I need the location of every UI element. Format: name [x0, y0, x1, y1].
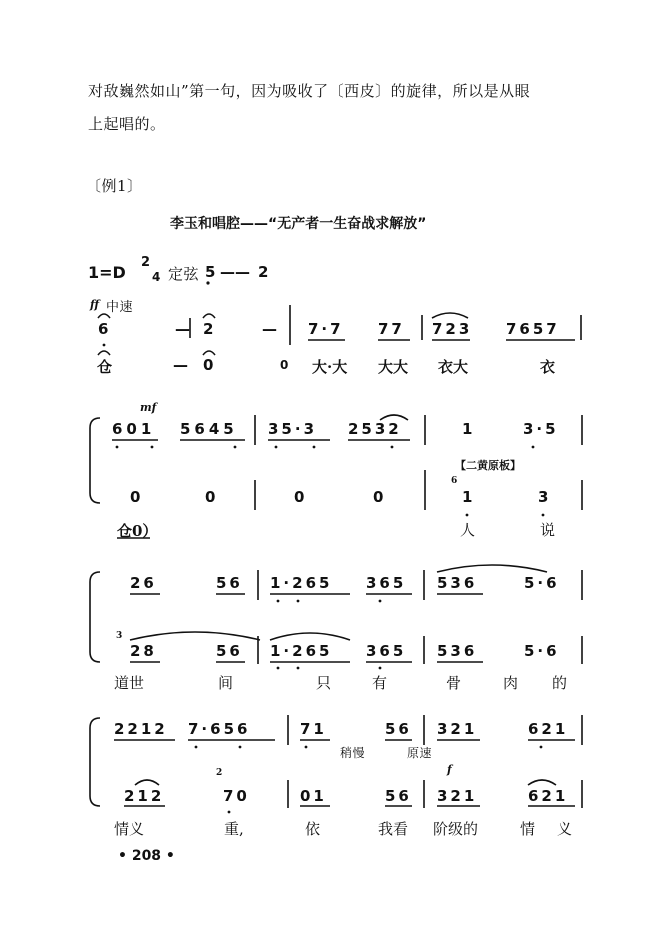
intro-note: — [262, 320, 277, 338]
sys1-lower-note: 0 [205, 488, 216, 506]
sys2-upper-note: 1·265 [270, 574, 333, 592]
lyric: 骨 [446, 674, 462, 692]
sys1-upper-note: 35·3 [268, 420, 318, 438]
tempo-slow-label: 稍慢 [340, 746, 366, 760]
sys2-grace-note: 3 [116, 631, 123, 641]
sys2-upper-note: 26 [130, 574, 157, 592]
perc-syllable: 大·大 [312, 358, 348, 376]
sys2-lower-note: 536 [437, 642, 478, 660]
sys1-perc-end: 仓0） [117, 522, 158, 540]
page-number: • 208 • [118, 848, 175, 864]
perc-syllable: 衣大 [438, 358, 469, 376]
intro-note: — [175, 320, 190, 338]
sys2-lower-note: 365 [366, 642, 407, 660]
sys1-lower-note: 3 [538, 488, 549, 506]
lyric: 义 [557, 820, 573, 838]
tuning-dash: —— [220, 263, 250, 281]
lyric: 的 [552, 674, 568, 692]
intro-note: 723 [432, 320, 473, 338]
lyric: 情义 [114, 820, 145, 838]
dynamic-mf: mf [140, 401, 157, 414]
dynamic-f: f [447, 763, 452, 776]
lyric: 我看 [378, 820, 409, 838]
sys1-upper-note: 5645 [180, 420, 238, 438]
perc-syllable: 大大 [378, 358, 409, 376]
sys3-upper-note: 2212 [114, 720, 168, 738]
sys3-upper-note: 621 [528, 720, 569, 738]
intro-note: 77 [378, 320, 405, 338]
intro-note: 7·7 [308, 320, 344, 338]
banqiang-label: 【二黄原板】 [455, 459, 521, 472]
sys1-grace-note: 6 [451, 476, 458, 486]
sys2-lower-note: 1·265 [270, 642, 333, 660]
sys1-lower-note: 1 [462, 488, 473, 506]
sys3-lower-note: 321 [437, 787, 478, 805]
sys3-upper-note: 7·656 [188, 720, 251, 738]
sys3-lower-note: 621 [528, 787, 569, 805]
example-label: 〔例1〕 [86, 177, 143, 195]
tempo-back-label: 原速 [407, 746, 433, 760]
sys3-upper-note: 71 [300, 720, 327, 738]
intro-note: 6 [98, 320, 109, 338]
lyric: 阶级的 [433, 820, 479, 838]
sys1-lower-note: 0 [373, 488, 384, 506]
sys2-upper-note: 365 [366, 574, 407, 592]
lyric: 人 [460, 521, 476, 539]
lyric: 肉 [503, 674, 519, 692]
lyric: 间 [218, 674, 234, 692]
perc-syllable: — [173, 356, 188, 374]
perc-syllable: 0 [280, 358, 289, 372]
sys2-lower-note: 56 [216, 642, 243, 660]
meter-bottom: 4 [152, 270, 161, 284]
tempo-label: 中速 [106, 300, 134, 315]
sys3-grace-note: 2 [216, 768, 223, 778]
lyric: 只 [316, 674, 332, 692]
tuning-label: 定弦 [168, 265, 200, 283]
sys2-upper-note: 5·6 [524, 574, 560, 592]
dynamic-ff: ff [90, 298, 100, 311]
lyric: 情 [520, 820, 536, 838]
intro-note: 2 [203, 320, 214, 338]
perc-syllable: 仓 [97, 358, 113, 376]
sys2-lower-note: 28 [130, 642, 157, 660]
sys1-upper-note: 3·5 [523, 420, 559, 438]
prose-line-1: 对敌巍然如山”第一句，因为吸收了〔西皮〕的旋律，所以是从眼 [88, 82, 531, 100]
sys1-lower-note: 0 [130, 488, 141, 506]
meter-top: 2 [141, 255, 151, 270]
sys3-upper-note: 56 [385, 720, 412, 738]
lyric: 依 [305, 820, 321, 838]
sys2-lower-note: 5·6 [524, 642, 560, 660]
sys3-upper-note: 321 [437, 720, 478, 738]
intro-note: 7657 [506, 320, 560, 338]
sys3-lower-note: 70 [223, 787, 250, 805]
aria-title: 李玉和唱腔——“无产者一生奋战求解放” [170, 216, 427, 232]
perc-syllable: 0 [203, 356, 214, 374]
sys1-lower-note: 0 [294, 488, 305, 506]
lyric: 道世 [114, 674, 145, 692]
sys1-upper-note: 2532 [348, 420, 402, 438]
perc-syllable: 衣 [540, 358, 556, 376]
sys2-upper-note: 536 [437, 574, 478, 592]
key-signature: 1=D [88, 263, 126, 282]
lyric: 有 [372, 674, 388, 692]
lyric: 重, [224, 820, 244, 838]
tuning-note-b: 2 [258, 263, 269, 281]
sys1-upper-note: 601 [112, 420, 156, 438]
sys2-upper-note: 56 [216, 574, 243, 592]
sys3-lower-note: 01 [300, 787, 327, 805]
sys1-upper-note: 1 [462, 420, 473, 438]
tuning-note-a: 5 [205, 263, 216, 281]
lyric: 说 [540, 521, 556, 539]
prose-line-2: 上起唱的。 [88, 115, 166, 133]
sys3-lower-note: 56 [385, 787, 412, 805]
sys3-lower-note: 212 [124, 787, 165, 805]
